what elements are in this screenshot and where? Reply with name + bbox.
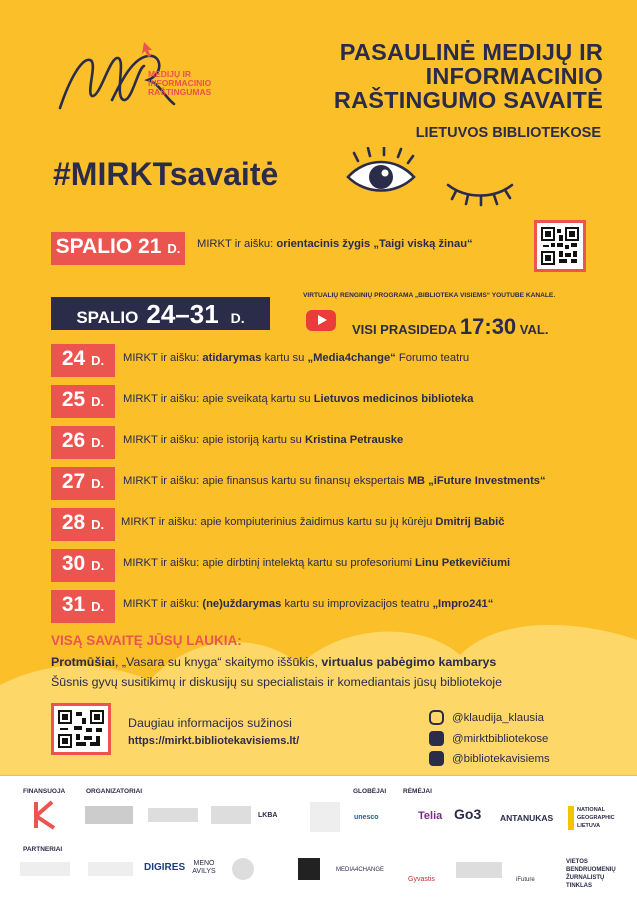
organizer-logo: LKBA — [258, 812, 278, 819]
extras-bold-2: virtualus pabėgimo kambarys — [321, 655, 497, 669]
partner-logo — [88, 862, 133, 876]
social-instagram[interactable] — [429, 710, 544, 725]
event-prefix: MIRKT ir aišku: — [123, 598, 203, 610]
day-number: 26 — [61, 429, 86, 452]
funder-logo — [32, 800, 58, 836]
day-suffix: D. — [91, 353, 105, 368]
event-text — [123, 598, 493, 610]
starts-suffix: VAL. — [519, 322, 549, 337]
event-bold: Lietuvos medicinos biblioteka — [313, 393, 474, 405]
day-number: 30 — [61, 552, 86, 575]
date-badge — [51, 385, 115, 418]
page-subtitle: LIETUVOS BIBLIOTEKOSE — [415, 125, 601, 141]
day-number: 28 — [61, 511, 86, 534]
extras-bold-1: Protmūšiai — [51, 655, 116, 669]
virtual-note: VIRTUALIŲ RENGINIŲ PROGRAMA „BIBLIOTEKA VISIEMS“ YOUTUBE KANALE. — [303, 292, 556, 299]
qr-icon — [58, 710, 104, 748]
supporter-logo: Telia — [418, 810, 443, 822]
event-bold: Linu Petkevičiumi — [415, 557, 511, 569]
date-suffix: D. — [167, 241, 181, 256]
week-label-b: 24–31 — [146, 299, 219, 329]
event-21-text — [197, 238, 473, 250]
day-suffix: D. — [91, 517, 105, 532]
starts-prefix: VISI PRASIDEDA — [352, 322, 457, 337]
event-text — [123, 393, 473, 405]
footer-label-partners: PARTNERIAI — [23, 846, 63, 853]
day-suffix: D. — [91, 599, 105, 614]
event-prefix: MIRKT ir aišku: — [121, 516, 201, 528]
footer — [0, 776, 637, 900]
date-badge — [51, 344, 115, 377]
event-bold: „Impro241“ — [432, 598, 494, 610]
event-text — [121, 516, 504, 528]
date-badge — [51, 549, 115, 582]
logo-line: RAŠTINGUMAS — [148, 87, 212, 97]
event-mid: apie istoriją kartu su — [202, 434, 305, 446]
partner-logo — [232, 858, 254, 880]
qr-icon — [541, 227, 579, 265]
supporter-logo: NATIONAL GEOGRAPHIC LIETUVA — [568, 806, 620, 830]
event-mid: kartu su improvizacijos teatru — [281, 598, 433, 610]
organizer-logo — [211, 806, 251, 824]
partner-logo: Gyvastis — [408, 876, 435, 883]
title-line: INFORMACINIO — [425, 63, 603, 89]
day-number: 25 — [61, 388, 86, 411]
day-suffix: D. — [91, 394, 105, 409]
qr-code-top[interactable] — [534, 220, 586, 272]
partner-logo — [20, 862, 70, 876]
week-label-a: SPALIO — [76, 308, 139, 327]
logo-line: INFORMACINIO — [148, 78, 212, 88]
event-prefix: MIRKT ir aišku: — [197, 238, 277, 250]
eyes-icon — [344, 147, 534, 209]
partner-logo — [456, 862, 502, 878]
partner-logo: iFuture — [516, 877, 535, 883]
day-number: 31 — [61, 593, 86, 616]
organizer-logo — [310, 802, 340, 832]
social-youtube[interactable] — [429, 751, 550, 766]
supporter-logo: Go3 — [454, 806, 482, 822]
event-prefix: MIRKT ir aišku: — [123, 475, 203, 487]
event-prefix: MIRKT ir aišku: — [123, 434, 203, 446]
title-line: PASAULINĖ MEDIJŲ IR — [339, 39, 603, 65]
extras-text-1: , „Vasara su knyga“ skaitymo iššūkis, — [115, 655, 322, 669]
event-mid: kartu su — [261, 352, 308, 364]
event-mid-bold: (ne)uždarymas — [202, 598, 282, 610]
date-badge — [51, 590, 115, 623]
event-mid: apie dirbtinį intelektą kartu su profesoriumi — [202, 557, 416, 569]
social-handle: @klaudija_klausia — [452, 711, 544, 724]
event-bold: Dmitrij Babič — [435, 516, 505, 528]
logo-line: MEDIJŲ IR — [148, 69, 191, 79]
instagram-icon — [429, 710, 444, 725]
week-extras-heading: VISĄ SAVAITĘ JŪSŲ LAUKIA: — [51, 633, 242, 648]
event-prefix: MIRKT ir aišku: — [123, 393, 203, 405]
event-mid: apie finansus kartu su finansų ekspertais — [202, 475, 408, 487]
event-bold: „Media4change“ — [307, 352, 396, 364]
organizer-logo — [85, 806, 133, 824]
week-extras-line-1 — [51, 655, 496, 669]
day-suffix: D. — [91, 476, 105, 491]
hashtag: #MIRKTsavaitė — [53, 156, 279, 192]
social-handle: @bibliotekavisiems — [452, 752, 550, 765]
event-mid-bold: atidarymas — [202, 352, 262, 364]
title-line: RAŠTINGUMO SAVAITĖ — [333, 87, 603, 113]
social-handle: @mirktbibliotekose — [452, 732, 549, 745]
event-text — [123, 557, 510, 569]
date-badge — [51, 467, 115, 500]
more-info-link[interactable]: https://mirkt.bibliotekavisiems.lt/ — [128, 735, 300, 747]
event-bold: orientacinis žygis „Taigi viską žinau“ — [276, 238, 473, 250]
event-prefix: MIRKT ir aišku: — [123, 352, 203, 364]
organizer-logo — [148, 808, 198, 822]
event-text — [123, 352, 469, 364]
date-badge — [51, 426, 115, 459]
event-bold: Kristina Petrauske — [304, 434, 404, 446]
youtube-icon — [429, 751, 444, 766]
event-prefix: MIRKT ir aišku: — [123, 557, 203, 569]
event-text — [123, 475, 546, 487]
event-bold: MB „iFuture Investments“ — [407, 475, 546, 487]
partner-logo: DIGIRES — [144, 862, 186, 873]
day-number: 27 — [61, 470, 86, 493]
event-tail: Forumo teatru — [395, 352, 470, 364]
week-banner — [51, 297, 270, 330]
partner-logo: MEDIA4CHANGE — [335, 867, 384, 873]
partner-logo: VIETOS BENDRUOMENIŲ ŽURNALISTŲ TINKLAS — [566, 859, 616, 889]
day-suffix: D. — [91, 558, 105, 573]
week-label-c: D. — [230, 310, 245, 326]
social-facebook[interactable] — [429, 731, 548, 746]
start-time — [352, 314, 548, 340]
footer-label-supporters: RĖMĖJAI — [403, 788, 432, 795]
starts-time-value: 17:30 — [459, 314, 517, 339]
partner-logo: MENO AVILYS — [192, 860, 216, 875]
supporter-logo: ANTANUKAS — [500, 813, 554, 823]
footer-label-funds: FINANSUOJA — [23, 788, 66, 795]
more-info-text: Daugiau informacijos sužinosi — [128, 716, 292, 730]
event-text — [123, 434, 403, 446]
sponsor-logo: unesco — [354, 814, 379, 821]
day-number: 24 — [61, 347, 86, 370]
event-mid: apie kompiuterinius žaidimus kartu su jų kūrėju — [200, 516, 436, 528]
date-number: SPALIO 21 — [55, 235, 162, 258]
date-badge-21 — [51, 232, 185, 265]
facebook-icon — [429, 731, 444, 746]
event-mid: apie sveikatą kartu su — [202, 393, 314, 405]
day-suffix: D. — [91, 435, 105, 450]
qr-code-bottom[interactable] — [51, 703, 111, 755]
logo-text — [148, 70, 211, 97]
page-title — [334, 40, 603, 112]
week-extras-line-2: Šūsnis gyvų susitikimų ir diskusijų su specialistais ir komediantais jūsų bibliotekoje — [51, 675, 503, 689]
youtube-icon[interactable] — [306, 310, 336, 331]
date-badge — [51, 508, 115, 541]
partner-logo — [298, 858, 320, 880]
footer-label-org: ORGANIZATORIAI — [86, 788, 143, 795]
footer-label-sponsors: GLOBĖJAI — [353, 788, 387, 795]
